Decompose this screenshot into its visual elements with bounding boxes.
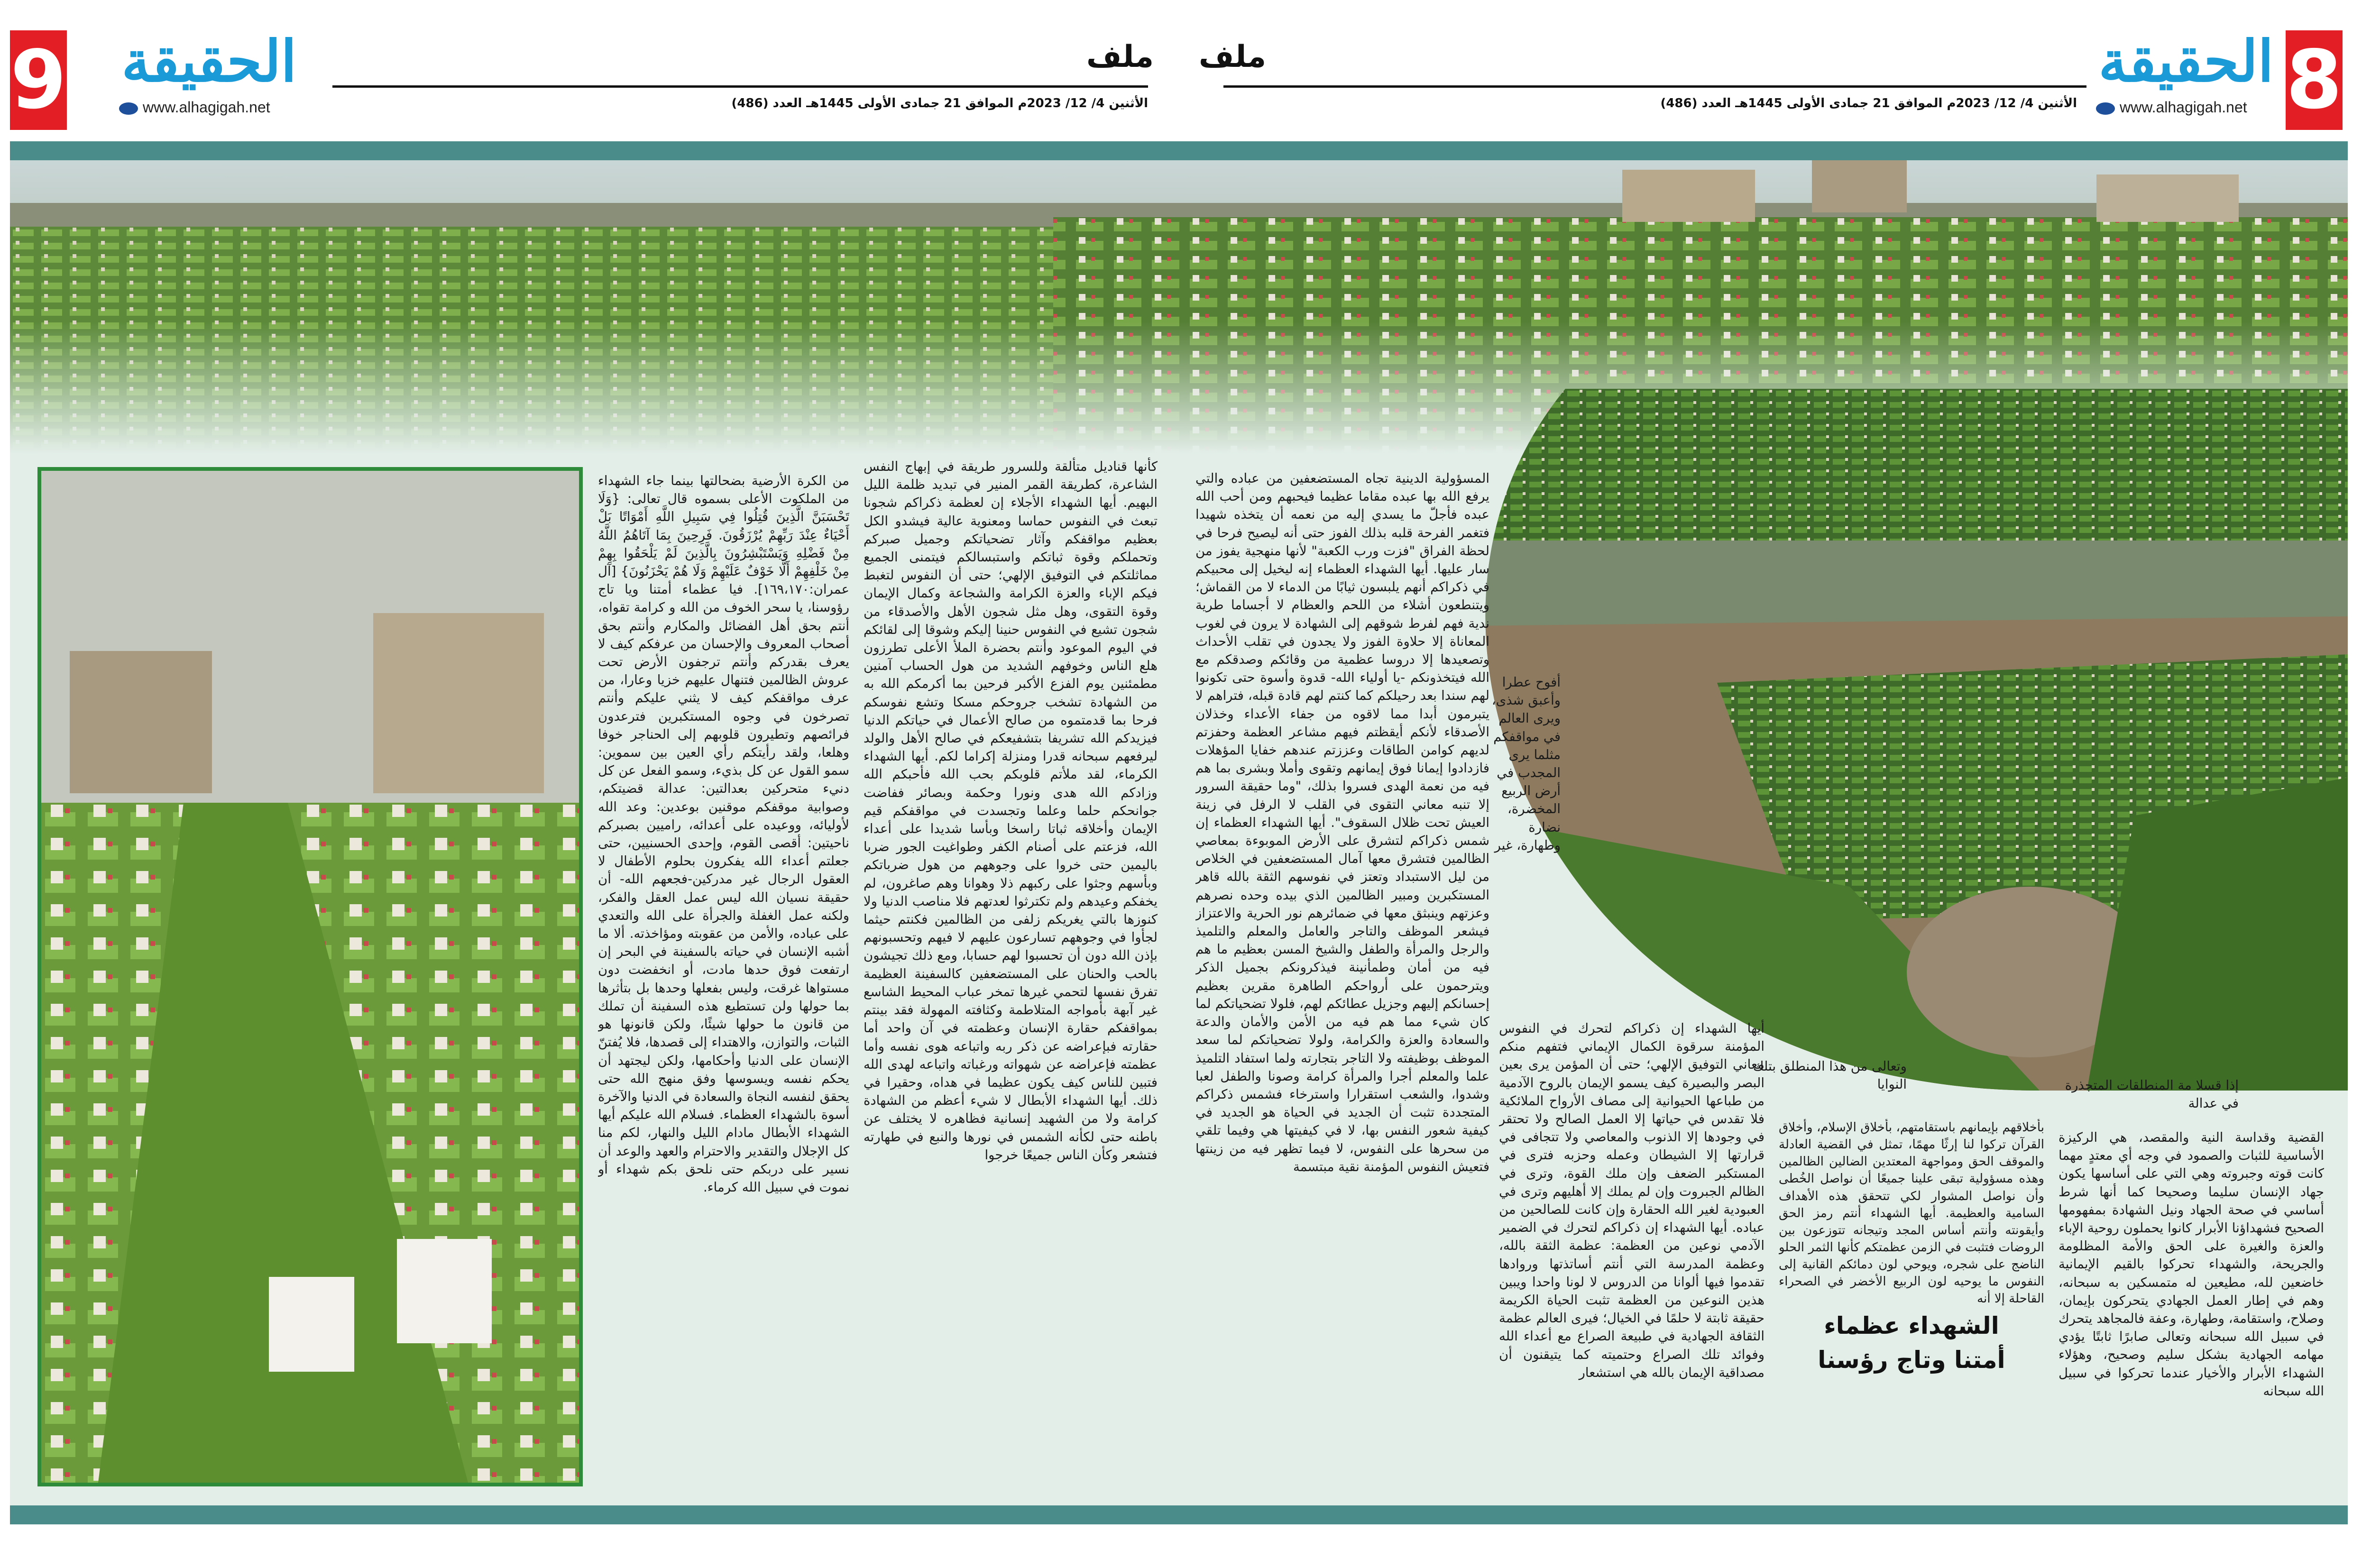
- graves-closeup-photo: [37, 467, 583, 1486]
- bottom-teal-bar: [10, 1505, 2348, 1524]
- section-title-right: ملف: [1199, 39, 1266, 74]
- page-number-left: 9: [10, 30, 67, 130]
- top-teal-bar: [10, 141, 2348, 160]
- globe-icon: [119, 102, 138, 115]
- header-rule-right: [1223, 85, 2086, 88]
- article-column-6: من الكرة الأرضية بضحالتها بينما جاء الشهداء من الملكوت الأعلى بسموه قال تعالى: {وَلَا تَحْسَبَنَّ الَّذِينَ قُتِلُوا فِي سَبِيلِ اللَّهِ أَمْوَاتًا بَلْ أَحْيَاءٌ عِنْدَ رَبِّهِمْ يُرْزَقُونَ. فَرِحِينَ بِمَا آتَاهُمُ اللَّهُ مِنْ فَضْلِهِ وَيَسْتَبْشِرُونَ بِالَّذِينَ لَمْ يَلْحَقُوا بِهِمْ مِنْ خَلْفِهِمْ أَلَّا خَوْفٌ عَلَيْهِمْ وَلَا هُمْ يَحْزَنُونَ} [آل عمران:١٦٩،١٧٠]. فيا عظماء أمتنا ويا تاج رؤوسنا، يا سحر الخوف من الله و كرامة تقواه، أنتم بحق أهل الفضائل والمكارم وأنتم بحق أصحاب المعروف والإحسان من عرفكم كيف لا يعرف بقدركم وأنتم ترجفون الأرض تحت عروش الظالمين فتنهال عليهم خزيا وعارا، من عرف مواقفكم كيف لا يثني عليكم وأنتم تصرخون في وجوه المستكبرين فترعدون فرائصهم وتطيرون قلوبهم إلى الحناجر خوفا وهلعا، ولقد رأيتكم رأي العين بين سموين: سمو القول عن كل بذيء، وسمو الفعل عن كل دنيء متحركين بعدالتين: عدالة قضيتكم، وصوابية موقفكم موقنين بوعدين: وعد الله لأوليائه، ووعيده على أعدائه، راميين بصبركم ناحيتين: أقصى القوم، وإحدى الحسنيين، حتى جعلتم أعداء الله يفكرون بحلوم الأطفال لا العقول الرجال غير مدركين-فجعهم الله- أن حقيقة نسيان الله ليس عمل العقل والفكر، ولكنه عمل الغفلة والجرأة على الله والتعدي على عباده، والأمن من عقوبته ومؤاخذته. ألا ما أشبه الإنسان في حياته بالسفينة في البحر إن ارتفعت فوق حدها مادت، أو انخفضت دون مستواها غرقت، وليس بفعلها وحدها بل بتأثرها بما حولها ولن تستطيع هذه السفينة أن تملك من قانون ما حولها شيئًا، ولكن قانونها هو الثبات، والتوازن، والاهتداء إلى قصدها، فلا يُفتنّ الإنسان على الدنيا وأحكامها، ولكن ليجتهد أن يحكم نفسه ويسوسها وفق منهج الله حتى يحقق لنفسه النجاة والسعادة في الدنيا والآخرة أسوة بالشهداء العظماء. فسلام الله عليكم أيها الشهداء الأبطال مادام الليل والنهار، لكم منا كل الإجلال والتقدير والاحترام والعهد والوعد أن نسير على دربكم حتى نلحق بكم شهداء أو نموت في سبيل الله كرماء.: [598, 473, 849, 1195]
- newspaper-logo-left: [119, 28, 299, 100]
- article-wrap-words-1: أفوح عطرا وأعبق شذى، ويرى العالم في مواقفكم مثلما يرى المجدب في أرض الربيع المخضرة، نضارة وطهارة، غير: [1491, 675, 1561, 853]
- website-right: www.alhagigah.net: [2096, 99, 2276, 116]
- globe-icon: [2096, 102, 2115, 115]
- article-wrap-words-2: وتعالى من هذا المنطلق بتلك النوايا: [1753, 1059, 1907, 1092]
- header-rule-left: [332, 85, 1148, 88]
- logo-text: الحقيقة: [2098, 28, 2274, 95]
- article-column-2: أيها الشهداء إن ذكراكم لتحرك في النفوس المؤمنة سرقوة الكمال الإيماني فتفهم منكم معاني التوفيق الإلهي؛ حتى أن المؤمن يرى بعين البصر والبصيرة كيف يسمو الإيمان بالروح الآدمية من طباعها الحيوانية إلى مصاف الأرواح الملائكية فلا تقدس في حياتها إلا العمل الصالح ولا تحتقر في وجودها إلا الذنوب والمعاصي ولا تتجافى في قرارتها إلا الشيطان وعمله وحزبه فترى في المستكبر الضعف وإن ملك القوة، وترى في الظالم الجبروت وإن لم يملك إلا أهليهم وترى في العبودية لغير الله الحقارة وإن كانت للصالحين من عباده. أيها الشهداء إن ذكراكم لتحرك في الضمير الآدمي نوعين من العظمة: عظمة الثقة بالله، وعظمة المدرسة التي أنتم أساتذتها وروادها تقدموا فيها ألوانا من الدروس لا لونا واحدا ويبين هذين النوعين من العظمة تثبت الحياة الكريمة حقيقة ثابتة لا حلمًا في الخيال؛ فيرى العالم عظمة الثقافة الجهادية في طبيعة الصراع مع أعداء الله وفوائد تلك الصراع وحتميته كما يتيقنون أن مصداقية الإيمان بالله هي استشعار: [1499, 1021, 1764, 1380]
- article-wrap-words-3: إذا قسلا مة المنطلقات المتجذرة في عدالة: [2065, 1078, 2239, 1111]
- website-left: www.alhagigah.net: [119, 99, 299, 116]
- dateline-right: الأثنين 4/ 12/ 2023م الموافق 21 جمادى الأولى 1445هـ العدد (486): [1660, 96, 2077, 110]
- cemetery-hillside-photo: [1470, 389, 2348, 1091]
- article-column-4: القضية وقداسة النية والمقصد، هي الركيزة الأساسية للثبات والصمود في وجه أي معتدٍ مهما كانت قوته وجبروته وهي التي على أساسها يكون جهاد الإنسان سليما وصحيحا كما أنها شرط أساسي في صحة الجهاد ونيل الشهادة بمفهومها الصحيح فشهداؤنا الأبرار كانوا يحملون روحية الإباء والعزة والغيرة على الحق والأمة المظلومة والجريحة، والشهداء تحركوا بالقيم الإيمانية خاضعين لله، مطيعين له متمسكين به سبحانه، وهم في إطار العمل الجهادي يتحركون بإيمان، وصلاح، واستقامة، وطهارة، وعفة فالمجاهد يتحرك في سبيل الله سبحانه وتعالى صابرًا ثابتًا يؤدي مهامه الجهادية بشكل سليم وصحيح، وهؤلاء الشهداء الأبرار والأخيار عندما تحركوا في سبيل الله سبحانه: [2059, 1130, 2324, 1399]
- logo-text: الحقيقة: [121, 28, 297, 95]
- dateline-left: الأثنين 4/ 12/ 2023م الموافق 21 جمادى الأولى 1445هـ العدد (486): [731, 96, 1148, 110]
- article-column-1: المسؤولية الدينية تجاه المستضعفين من عباده والتي يرفع الله بها عبده مقاما عظيما فيحبهم ومن أحب الله عبده فأجلّ ما يسدي إليه من نعمه أن يتخذه شهيدا فتغمر الفرحة قلبه بذلك الفوز حتى أنه ليصيح فرحا في لحظة الفراق "فزت ورب الكعبة" لأنها منهجية يفوز من سار عليها. أيها الشهداء العظماء إنه ليخيل إلى محبيكم في ذكراكم أنهم يلبسون ثيابًا من الدماء لا من القماش؛ ويتنطعون أشلاء من اللحم والعظام لا أجساما طرية ندية فهم لفرط شوقهم إلى الشهادة لا يرون في لغوب المعاناة إلا حلاوة الفوز ولا يجدون في تقلب الأحداث وتصعيدها إلا دروسا عظمية من وقائكم وصدقكم مع الله فيتخذونكم -يا أولياء الله- قدوة وأسوة حتى تكونوا لهم سندا بعد رحيلكم كما كنتم لهم قادة قبله، فتراهم لا يتبرمون أبدا مما لاقوه من جفاء الأعداء وخذلان الأصدقاء لأنكم أيقظتم فيهم مشاعر العظمة وحفزتم لديهم كوامن الطاقات وعززتم عندهم خفايا المؤهلات فازدادوا إيمانا فوق إيمانهم وتقوى وأملا وبشرى بما هم فيه من نعمة الهدى فسروا بذلك، "وما حقيقة السرور إلا تنبه معاني التقوى في القلب لا الرفل في زينة العيش تحت ظلال السقوف". أيها الشهداء العظماء إن شمس ذكراكم لتشرق على الأرض الموبوءة بمعاصي الظالمين فتشرق معها آمال المستضعفين في الخلاص من ليل الاستبداد وتعتز في نفوسهم الثقة بالله قاهر المستكبرين ومبير الظالمين الذي بيده وحده نصرهم وعزتهم وينبثق معها في ضمائرهم نور الحرية والاعتزاز فيشعر الموظف والتاجر والعامل والمعلم والتلميذ والرجل والمرأة والطفل والشيخ المسن بعظيم ما هم فيه من أمان وطمأنينة فيذكرونكم بجميل الذكر ويترحمون على أرواحكم الطاهرة مقرين بعظيم إحسانكم إليهم وجزيل عطائكم لهم، فلولا تضحياتكم لما كان شيء مما هم فيه من الأمن والأمان والدعة والسعادة والعزة والكرامة، ولولا تضحياتكم لما سعد الموظف بوظيفته ولا التاجر بتجارته ولما استفاد التلميذ علما والمعلم أجرا والمرأة كرامة وصونا والطفل لعبا وشدوا، والشعب استقرارا واسترخاء فشمس ذكراكم المتجددة تثبت أن الجديد في الحياة هو الجديد في كيفية شعور النفس بها، لا في كيفيتها هي وفيما تلقي من سحرها على النفوس، لا فيما تظهر فيه من زينتها فتعيش النفوس المؤمنة نقية مبتسمة: [1195, 471, 1489, 1174]
- article-headline: الشهداء عظماء أمتنا وتاج رؤسنا: [1818, 1312, 2005, 1374]
- page-number-right: 8: [2286, 30, 2343, 130]
- article-column-3: بأخلاقهم بإيمانهم باستقامتهم، بأخلاق الإسلام، وأخلاق القرآن تركوا لنا إرثًا مهمًا، تمثل في القضية العادلة والموقف الحق ومواجهة المعتدين الضالين الظالمين وهذه مسؤولية تبقى علينا جميعًا أن نواصل الخُطى وأن نواصل المشوار لكي تتحقق هذه الأهداف السامية والعظيمة. أيها الشهداء أنتم رمز الحق وأيقونته وأنتم أساس المجد وتيجانه تتوزعون بين الروضات فتثبت في الزمن عظمتكم كأنها الثمر الحلو الناضج على شجره، ويوحي لون دمائكم القانية إلى النفوس ما يوحيه لون الربيع الأخضر في الصحراء القاحلة إلا أنه: [1779, 1120, 2044, 1306]
- section-title-left: ملف: [1086, 39, 1154, 74]
- newspaper-logo-right: [2096, 28, 2276, 100]
- article-column-5: كأنها قناديل متألقة وللسرور طريقة في إبهاج النفس الشاعرة، كطريقة القمر المنير في تبديد ظلمة الليل البهيم. أيها الشهداء الأجلاء إن لعظمة ذكراكم شجونا تبعث في النفوس حماسا ومعنوية عالية فيشدو الكل بعظيم مواقفكم وآثار تضحياتكم وجميل صبركم وتحملكم وقوة ثباتكم واستبسالكم فيتمنى الجميع مماثلتكم في التوفيق الإلهي؛ حتى أن النفوس لتغبط فيكم الإباء والعزة الكرامة والشجاعة وكمال الإيمان وقوة التقوى، وهل مثل شجون الأهل والأصدقاء من شجون تشيع في النفوس حنينا إليكم وشوقا إلى لقائكم في اليوم الموعود وأنتم بحضرة الملأ الأعلى تطرزون هلع الناس وخوفهم الشديد من هول الحساب آمنين مطمئنين يوم الفزع الأكبر فرحين بما أكرمكم الله به من الشهادة تشخب جروحكم مسكا وتشع نفوسكم فرحا بما قدمتموه من صالح الأعمال في حياتكم الدنيا فيزيدكم الله تشريفا بتشفيعكم في صالح الأهل والولد ليرفعهم سبحانه قدرا ومنزلة إكراما لكم. أيها الشهداء الكرماء، لقد ملأتم قلوبكم بحب الله فأحبكم الله وزادكم الله هدى ونورا وحكمة وبصائر ففاضت جوانحكم حلما وعلما وتجسدت في مواقفكم قيم الإيمان وأخلاقه ثباتا راسخا وبأسا شديدا على أعداء الله، فزعتم على أصنام الكفر وطواغيت الجور ضربا باليمين حتى خروا على وجوههم من هول ضرباتكم وبأسهم وجثوا على ركبهم ذلا وهوانا وهم صاغرون، لم يخفكم وعيدهم ولم تكترثوا لعدتهم فلا مناصب الدنيا ولا كنوزها بالتي يغريكم زلفى من الظالمين فكنتم حيثما لجأوا في وجوههم تسارعون عليهم لا فيهم وتحسبونهم بإذن الله دون أن تحسبوا لهم حسابا، ومع ذلك تجيشون بالحب والحنان على المستضعفين كالسفينة العظيمة تفرق نفسها لتحمي غيرها تمخر عباب المحيط الشاسع غير آبهة بأمواجه المتلاطمة وكثافته المهولة فقد بينتم بمواقفكم حقارة الإنسان وعظمته في آن واحد أما حقارته فبإعراضه عن ذكر ربه واتباعه هوى نفسه وأما عظمته فإعراضه عن شهواته ورغباته واتباعه لهدى الله فتبين للناس كيف يكون عظيما في هداه، وحقيرا في ذلك. أيها الشهداء الأبطال لا شيء أعظم من الشهادة كرامة ولا من الشهيد إنسانية فظاهره لا يختلف عن باطنه حتى لكأنه الشمس في نورها والنبع في طهارته فتشعر وكأن الناس جميعًا خرجوا: [864, 459, 1158, 1163]
